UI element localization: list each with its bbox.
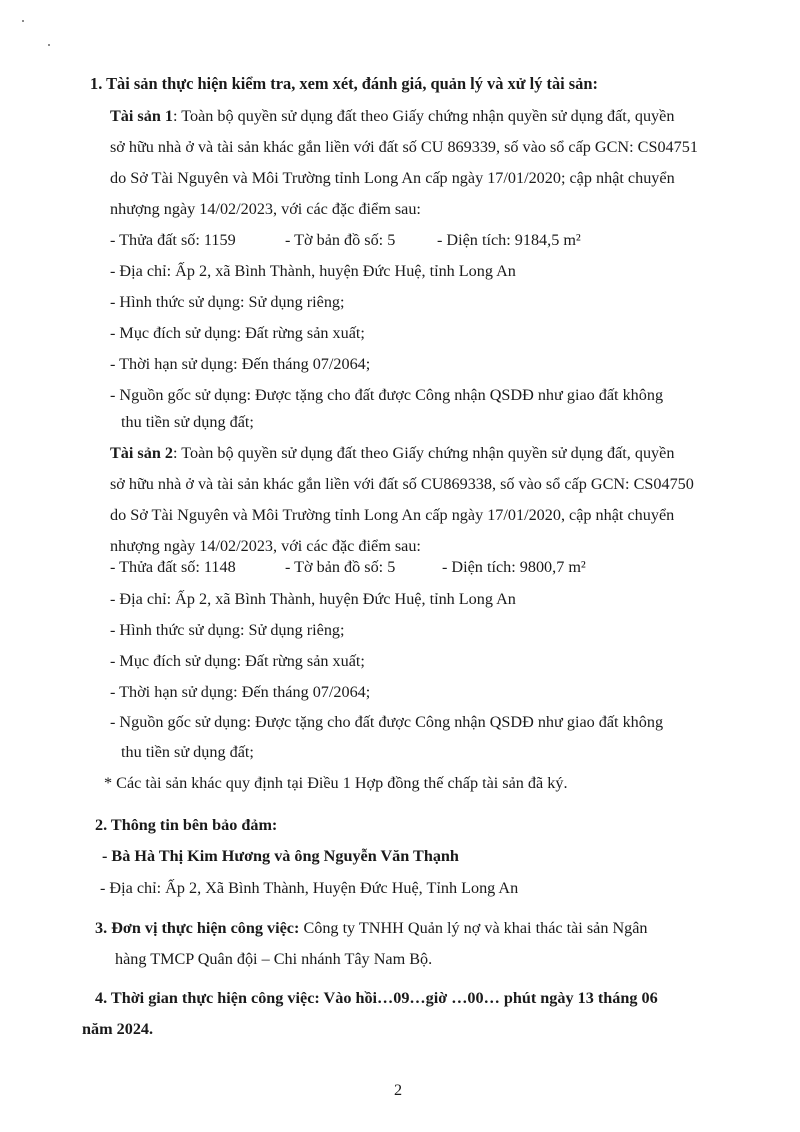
asset-2-parcel: - Thửa đất số: 1148	[110, 558, 236, 576]
section-2-heading: 2. Thông tin bên bảo đảm:	[95, 816, 278, 834]
section-3-line-1	[95, 918, 648, 938]
asset-2-origin-1: - Nguồn gốc sử dụng: Được tặng cho đất được Công nhận QSDĐ như giao đất không	[110, 713, 664, 731]
asset-2-line-4: nhượng ngày 14/02/2023, với các đặc điểm sau:	[110, 537, 421, 555]
asset-2-area: - Diện tích: 9800,7 m²	[442, 558, 586, 576]
asset-2-usage-form: - Hình thức sử dụng: Sử dụng riêng;	[110, 621, 345, 639]
asset-2-line-1	[110, 443, 674, 463]
page-number: 2	[394, 1081, 403, 1099]
other-assets-note: * Các tài sản khác quy định tại Điều 1 Hợp đồng thế chấp tài sản đã ký.	[104, 774, 568, 792]
section-1-heading: 1. Tài sản thực hiện kiểm tra, xem xét, đánh giá, quản lý và xử lý tài sản:	[90, 74, 598, 93]
scan-speck	[48, 44, 50, 46]
section-3-line-2: hàng TMCP Quân đội – Chi nhánh Tây Nam Bộ.	[115, 950, 433, 968]
asset-2-label: Tài sản 2	[110, 444, 173, 462]
asset-2-parcel-row	[110, 557, 586, 577]
section-3-text: Công ty TNHH Quản lý nợ và khai thác tài sản Ngân	[299, 919, 648, 937]
asset-2-origin-2: thu tiền sử dụng đất;	[121, 743, 254, 761]
asset-1-text: : Toàn bộ quyền sử dụng đất theo Giấy chứng nhận quyền sử dụng đất, quyền	[172, 107, 675, 125]
section-4-line-2: năm 2024.	[82, 1020, 154, 1038]
asset-1-line-4: nhượng ngày 14/02/2023, với các đặc điểm sau:	[110, 200, 421, 218]
asset-1-usage-form: - Hình thức sử dụng: Sử dụng riêng;	[110, 293, 345, 311]
scan-speck	[22, 20, 24, 22]
section-3-heading: 3. Đơn vị thực hiện công việc:	[95, 919, 300, 937]
section-4-line-1: 4. Thời gian thực hiện công việc: Vào hồi…09…giờ …00… phút ngày 13 tháng 06	[95, 989, 658, 1007]
asset-1-address: - Địa chỉ: Ấp 2, xã Bình Thành, huyện Đức Huệ, tỉnh Long An	[110, 262, 516, 280]
asset-1-purpose: - Mục đích sử dụng: Đất rừng sản xuất;	[110, 324, 365, 342]
asset-1-label: Tài sản 1	[110, 107, 173, 125]
asset-2-text: : Toàn bộ quyền sử dụng đất theo Giấy chứng nhận quyền sử dụng đất, quyền	[172, 444, 675, 462]
asset-1-line-1	[110, 106, 674, 126]
asset-2-line-2: sở hữu nhà ở và tài sản khác gắn liền với đất số CU869338, số vào sổ cấp GCN: CS04750	[110, 475, 694, 493]
asset-2-address: - Địa chỉ: Ấp 2, xã Bình Thành, huyện Đức Huệ, tỉnh Long An	[110, 590, 516, 608]
asset-2-term: - Thời hạn sử dụng: Đến tháng 07/2064;	[110, 683, 371, 701]
asset-1-parcel: - Thửa đất số: 1159	[110, 231, 236, 249]
asset-1-parcel-row	[110, 230, 581, 250]
asset-2-purpose: - Mục đích sử dụng: Đất rừng sản xuất;	[110, 652, 365, 670]
asset-1-line-2: sở hữu nhà ở và tài sản khác gắn liền với đất số CU 869339, số vào sổ cấp GCN: CS04751	[110, 138, 698, 156]
asset-2-line-3: do Sở Tài Nguyên và Môi Trường tỉnh Long An cấp ngày 17/01/2020, cập nhật chuyển	[110, 506, 675, 524]
asset-1-origin-2: thu tiền sử dụng đất;	[121, 413, 254, 431]
asset-2-map-sheet: - Tờ bản đồ số: 5	[285, 558, 396, 576]
secured-party-names: - Bà Hà Thị Kim Hương và ông Nguyễn Văn Thạnh	[102, 847, 459, 865]
asset-1-term: - Thời hạn sử dụng: Đến tháng 07/2064;	[110, 355, 371, 373]
asset-1-map-sheet: - Tờ bản đồ số: 5	[285, 231, 396, 249]
asset-1-area: - Diện tích: 9184,5 m²	[437, 231, 581, 249]
asset-1-origin-1: - Nguồn gốc sử dụng: Được tặng cho đất được Công nhận QSDĐ như giao đất không	[110, 386, 664, 404]
secured-party-address: - Địa chỉ: Ấp 2, Xã Bình Thành, Huyện Đức Huệ, Tỉnh Long An	[100, 879, 519, 897]
asset-1-line-3: do Sở Tài Nguyên và Môi Trường tỉnh Long An cấp ngày 17/01/2020; cập nhật chuyển	[110, 169, 675, 187]
